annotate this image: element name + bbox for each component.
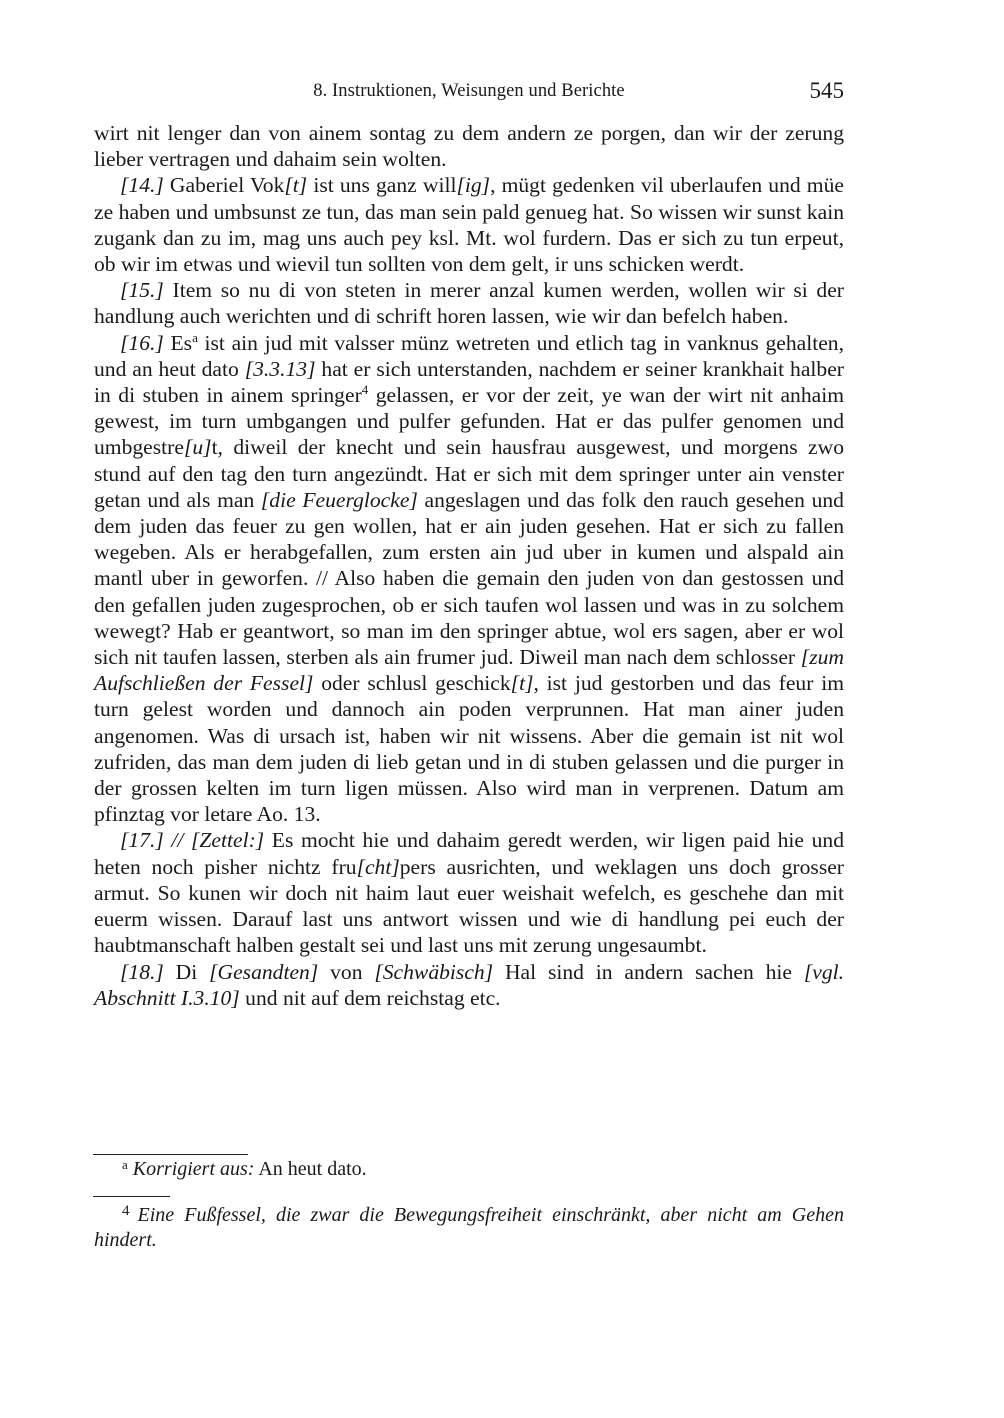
text-run: Gaberiel Vok bbox=[163, 173, 285, 198]
editorial-insertion: [Gesandten] bbox=[209, 959, 319, 984]
paragraph-number: [16.] bbox=[120, 330, 164, 355]
text-run: t, diweil der knecht und sein hausfrau ausgewest, und morgens zwo stund auf den tag den turn angezündt. Hat er sich mit dem springer unter ain venster getan und als man bbox=[94, 435, 844, 512]
page-number: 545 bbox=[809, 78, 844, 103]
text-run: hat er sich unterstanden, nachdem er seiner krankhait halber in di stuben in ainem springer bbox=[94, 356, 844, 408]
paragraph-14 bbox=[94, 172, 844, 277]
paragraph-number: [18.] bbox=[120, 959, 164, 984]
footnote-mark: a bbox=[122, 1157, 128, 1172]
text-run: Es mocht hie und dahaim geredt werden, wir ligen paid hie und heten noch pisher nichtz fru bbox=[94, 828, 844, 879]
footnote-ref-a[interactable]: a bbox=[192, 329, 198, 345]
footnote-ref-4[interactable]: 4 bbox=[361, 382, 369, 398]
editorial-insertion: [t] bbox=[284, 173, 308, 198]
editorial-insertion: [u] bbox=[183, 435, 212, 460]
editorial-insertion: [zum Aufschließen der Fessel] bbox=[94, 645, 844, 696]
paragraph-18 bbox=[94, 959, 844, 1011]
footnote-a bbox=[94, 1157, 844, 1182]
editorial-insertion: [Schwäbisch] bbox=[374, 959, 494, 984]
cross-reference: [vgl. Abschnitt I.3.10] bbox=[94, 959, 845, 1010]
text-run: und nit auf dem reichstag etc. bbox=[239, 985, 501, 1010]
text-run: Es bbox=[163, 330, 193, 355]
text-run: gelassen, er vor der zeit, ye wan der wirt nit anhaim gewest, im turn umbgangen und pulfer gefunden. Hat er das pulfer genomen und umbgestre bbox=[94, 383, 845, 460]
running-header bbox=[94, 78, 844, 108]
text-run: pers ausrichten, und weklagen uns doch grosser armut. So kunen wir doch nit haim laut euer weishait wefelch, es geschehe dan mit euerm wissen. Darauf last uns antwort wissen und wie di handlung pei euch der haubtmanschaft halben gestalt sei und last uns mit zerung ungesaumbt. bbox=[94, 854, 844, 958]
footnote-divider-commentary bbox=[93, 1196, 170, 1197]
text-run: Item so nu di von steten in merer anzal kumen werden, wollen wir si der handlung auch werichten und di schrift horen lassen, wie wir dan befelch haben. bbox=[94, 278, 844, 329]
text-run: , ist jud gestorben und das feur im turn gelest worden und dannoch ain poden verprunnen. Hat man ainer juden angenomen. Was di ursach ist, haben wir nit wissens. Aber die gemain ist nit wol zufriden, das man dem juden di lieb getan und in di stuben gelassen und die purger in der grossen kelten im turn ligen müssen. Also wird man in verprenen. Datum am pfinztag vor letare Ao. 13. bbox=[94, 671, 844, 827]
text-run: Di bbox=[163, 959, 210, 984]
editorial-date: [3.3.13] bbox=[244, 356, 316, 381]
paragraph-text: wirt nit lenger dan von ainem sontag zu dem andern ze porgen, dan wir der zerung lieber vertragen und dahaim sein wolten. bbox=[94, 121, 844, 172]
paragraph-17 bbox=[94, 827, 844, 958]
paragraph-continuation bbox=[94, 120, 844, 172]
footnote-text: An heut dato. bbox=[254, 1158, 367, 1180]
text-run: von bbox=[318, 959, 375, 984]
text-run: ist uns ganz will bbox=[307, 173, 457, 198]
editorial-insertion: [die Feuerglocke] bbox=[260, 487, 418, 512]
text-run: Hal sind in andern sachen hie bbox=[493, 959, 804, 984]
body-text bbox=[94, 120, 844, 1011]
footnote-mark: 4 bbox=[122, 1203, 130, 1219]
paragraph-16 bbox=[94, 330, 844, 828]
editorial-insertion: [ig] bbox=[456, 173, 491, 198]
running-title: 8. Instruktionen, Weisungen und Berichte bbox=[313, 81, 625, 101]
text-run: oder schlusl geschick bbox=[313, 671, 511, 696]
footnote-label: Korrigiert aus: bbox=[132, 1158, 255, 1180]
paragraph-number: [17.] // [Zettel:] bbox=[120, 828, 265, 853]
footnote-text: Eine Fußfessel, die zwar die Bewegungsfreiheit einschränkt, aber nicht am Gehen hindert. bbox=[94, 1204, 844, 1251]
text-run: angeslagen und das folk den rauch gesehen und dem juden das feuer zu gen wollen, hat er ain juden gesehen. Hat er sich zu fallen wegeben. Als er herabgefallen, zum ersten ain jud uber in kumen und alspald ain mantl uber in geworfen. // Also haben die gemain den juden von dan gestossen und den gefallen juden zugesprochen, ob er sich taufen wol lassen und was in zu solchem wewegt? Hab er geantwort, so man im den springer abtue, wol ers sagen, aber er wol sich nit taufen lassen, sterben als ain frumer jud. Diweil man nach dem schlosser bbox=[94, 487, 844, 670]
paragraph-number: [14.] bbox=[120, 173, 164, 198]
editorial-insertion: [t] bbox=[510, 671, 534, 696]
editorial-insertion: [cht] bbox=[356, 854, 400, 879]
footnote-divider-textcritical bbox=[93, 1154, 248, 1155]
footnote-4 bbox=[94, 1203, 844, 1253]
paragraph-15 bbox=[94, 277, 844, 329]
text-run: ist ain jud mit valsser münz wetreten und etlich tag in vanknus gehalten, und an heut dato bbox=[94, 330, 844, 381]
paragraph-number: [15.] bbox=[120, 278, 164, 303]
text-run: , mügt gedenken vil uberlaufen und müe ze haben und umbsunst ze tun, das man sein pald genueg hat. So wissen wir sunst kain zugank dan zu im, mag uns auch pey ksl. Mt. wol furdern. Das er sich zu tun erpeut, ob wir im etwas und wievil tun sollten von dem gelt, ir uns schicken werdt. bbox=[94, 173, 844, 277]
